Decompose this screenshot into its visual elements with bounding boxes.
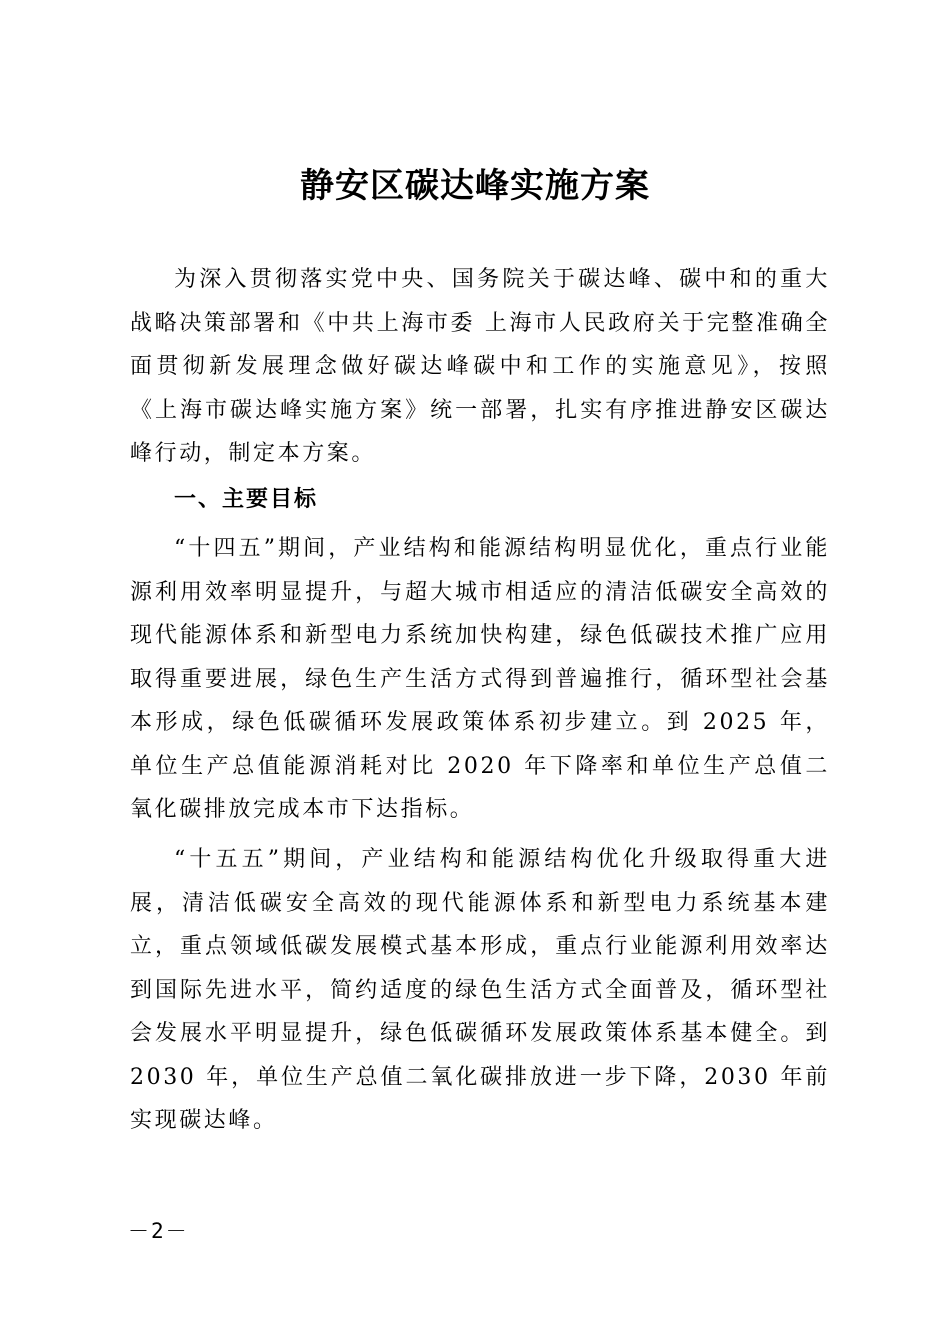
paragraph-14th-text: “十四五”期间，产业结构和能源结构明显优化，重点行业能源利用效率明显提升，与超大城市相适应的清洁低碳安全高效的现代能源体系和新型电力系统加快构建，绿色低碳技术推广应用取得重要进展，绿色生产生活方式得到普遍推行，循环型社会基本形成，绿色低碳循环发展政策体系初步建立。到 2025 年，单位生产总值能源消耗对比 2020 年下降率和单位生产总值二氧化碳排放完成本市下达指标。 <box>130 536 830 822</box>
intro-text: 为深入贯彻落实党中央、国务院关于碳达峰、碳中和的重大战略决策部署和《中共上海市委 上海市人民政府关于完整准确全面贯彻新发展理念做好碳达峰碳中和工作的实施意见》，按照《上海市碳达峰实施方案》统一部署，扎实有序推进静安区碳达峰行动，制定本方案。 <box>130 267 830 466</box>
paragraph-15th-five-year <box>130 838 830 1143</box>
section-heading: 一、主要目标 <box>174 487 319 512</box>
document-title: 静安区碳达峰实施方案 <box>300 166 650 206</box>
section-heading-block <box>130 478 830 522</box>
paragraph-15th-text: “十五五”期间，产业结构和能源结构优化升级取得重大进展，清洁低碳安全高效的现代能源体系和新型电力系统基本建立，重点领域低碳发展模式基本形成，重点行业能源利用效率达到国际先进水平，简约适度的绿色生活方式全面普及，循环型社会发展水平明显提升，绿色低碳循环发展政策体系基本健全。到 2030 年，单位生产总值二氧化碳排放进一步下降，2030 年前实现碳达峰。 <box>130 847 830 1133</box>
paragraph-14th-five-year <box>130 527 830 832</box>
page-number: －2－ <box>128 1219 189 1243</box>
intro-paragraph <box>130 258 830 476</box>
